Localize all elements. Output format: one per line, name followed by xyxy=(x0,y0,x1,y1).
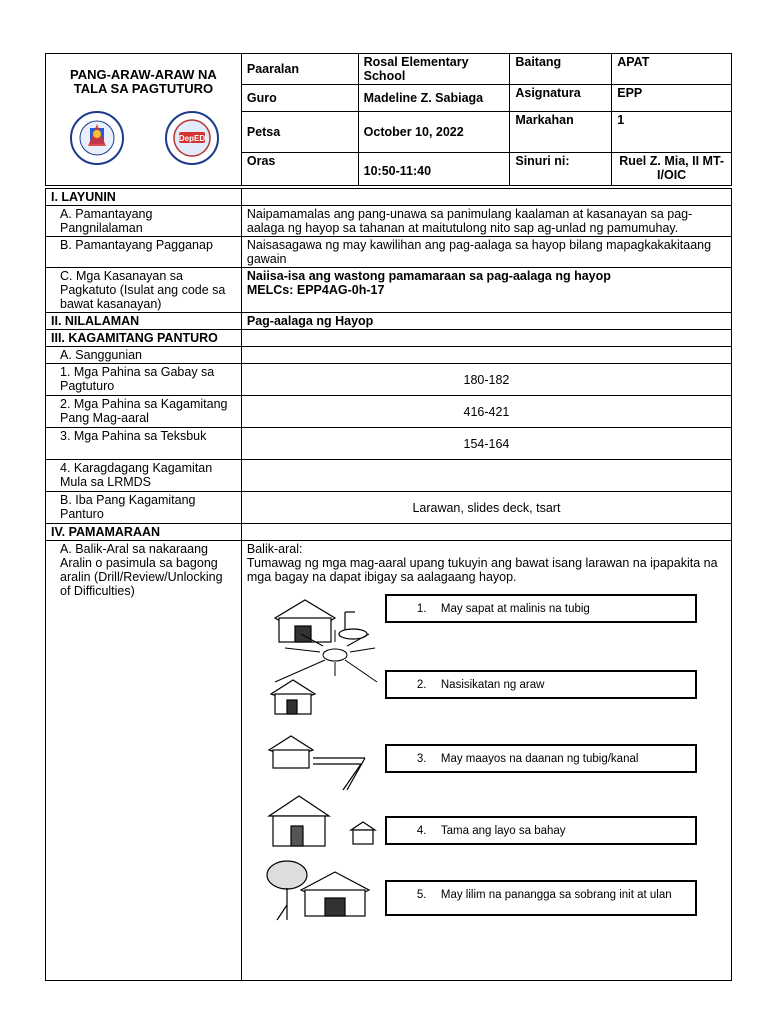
header-title-cell xyxy=(46,54,242,186)
choice-box-3: 3. May maayos na daanan ng tubig/kanal xyxy=(385,744,697,773)
value-oras: 10:50-11:40 xyxy=(358,153,510,186)
value-petsa: October 10, 2022 xyxy=(358,112,510,153)
row-label-balik-aral: A. Balik-Aral sa nakaraang Aralin o pasimula sa bagong aralin (Drill/Review/Unlocking of Difficulties) xyxy=(46,541,242,981)
row-label-kasanayan: C. Mga Kasanayan sa Pagkatuto (Isulat ang code sa bawat kasanayan) xyxy=(46,268,242,313)
choice-box-1: 1. May sapat at malinis na tubig xyxy=(385,594,697,623)
row-label-gabay: 1. Mga Pahina sa Gabay sa Pagtuturo xyxy=(46,364,242,396)
row-label-sanggunian: A. Sanggunian xyxy=(46,347,242,364)
nilalaman-value: Pag-aalaga ng Hayop xyxy=(241,313,731,330)
doghouse-sun-icon xyxy=(271,680,315,714)
value-sinuri: Ruel Z. Mia, II MT-I/OIC xyxy=(612,153,732,186)
row-value-gabay: 180-182 xyxy=(241,364,731,396)
school-seal-icon xyxy=(166,112,218,164)
row-label-pangnilalaman: A. Pamantayang Pangnilalaman xyxy=(46,206,242,237)
value-markahan: 1 xyxy=(612,112,732,153)
label-paaralan: Paaralan xyxy=(241,54,358,85)
deped-seal-icon xyxy=(71,112,123,164)
illustrations xyxy=(265,590,395,950)
section-kagamitang-panturo: III. KAGAMITANG PANTURO xyxy=(46,330,242,347)
row-label-pagganap: B. Pamantayang Pagganap xyxy=(46,237,242,268)
choice-box-4: 4. Tama ang layo sa bahay xyxy=(385,816,697,845)
doghouse-canal-icon xyxy=(269,736,365,790)
svg-text:DepED: DepED xyxy=(178,134,206,143)
section-pamamaraan: IV. PAMAMARAAN xyxy=(46,524,242,541)
picture-activity xyxy=(247,584,726,979)
house-doghouse-icon xyxy=(269,796,375,846)
choice-box-5: 5. May lilim na panangga sa sobrang init at ulan xyxy=(385,880,697,916)
lesson-table xyxy=(45,188,732,981)
row-value-kagamitang-mag-aaral: 416-421 xyxy=(241,396,731,428)
row-label-teksbuk: 3. Mga Pahina sa Teksbuk xyxy=(46,428,242,460)
school-seals xyxy=(46,102,242,172)
value-paaralan: Rosal Elementary School xyxy=(358,54,510,85)
row-value-teksbuk: 154-164 xyxy=(241,428,731,460)
value-guro: Madeline Z. Sabiaga xyxy=(358,85,510,112)
row-value-balik-aral xyxy=(241,541,731,981)
row-label-kagamitang-mag-aaral: 2. Mga Pahina sa Kagamitang Pang Mag-aaral xyxy=(46,396,242,428)
label-guro: Guro xyxy=(241,85,358,112)
label-asignatura: Asignatura xyxy=(510,85,612,112)
row-value-pagganap: Naisasagawa ng may kawilihan ang pag-aalaga sa hayop bilang mapagkakakitaang gawain xyxy=(241,237,731,268)
balik-aral-instructions: Tumawag ng mga mag-aaral upang tukuyin ang bawat isang larawan na ipapakita na mga bagay na dapat ibigay sa aalagaang hayop. xyxy=(246,556,718,584)
value-asignatura: EPP xyxy=(612,85,732,112)
tree-doghouse-icon xyxy=(267,861,369,920)
row-value-pangnilalaman: Naipamamalas ang pang-unawa sa panimulang kaalaman at kasanayan sa pag-aalaga ng hayop sa tahanan at maitutulong nito sap ag-unlad ng pamumuhay. xyxy=(241,206,731,237)
doghouse-water-icon xyxy=(275,600,367,642)
label-markahan: Markahan xyxy=(510,112,612,153)
row-value-iba-pang-kagamitan: Larawan, slides deck, tsart xyxy=(241,492,731,524)
row-value-kasanayan xyxy=(241,268,731,313)
row-label-lrmds: 4. Karagdagang Kagamitan Mula sa LRMDS xyxy=(46,460,242,492)
label-sinuri: Sinuri ni: xyxy=(510,153,612,186)
header-table xyxy=(45,53,732,186)
label-petsa: Petsa xyxy=(241,112,358,153)
section-layunin: I. LAYUNIN xyxy=(46,189,242,206)
value-baitang: APAT xyxy=(612,54,732,85)
row-value-lrmds xyxy=(241,460,731,492)
balik-aral-heading: Balik-aral: xyxy=(246,542,303,556)
section-nilalaman: II. NILALAMAN xyxy=(46,313,242,330)
choice-box-2: 2. Nasisikatan ng araw xyxy=(385,670,697,699)
label-oras: Oras xyxy=(241,153,358,186)
kasanayan-text: Naiisa-isa ang wastong pamamaraan sa pag-aalaga ng hayop xyxy=(246,269,611,283)
document-title: PANG-ARAW-ARAW NA TALA SA PAGTUTURO xyxy=(70,67,217,96)
row-label-iba-pang-kagamitan: B. Iba Pang Kagamitang Panturo xyxy=(46,492,242,524)
melc-code: MELCs: EPP4AG-0h-17 xyxy=(246,283,385,297)
label-baitang: Baitang xyxy=(510,54,612,85)
